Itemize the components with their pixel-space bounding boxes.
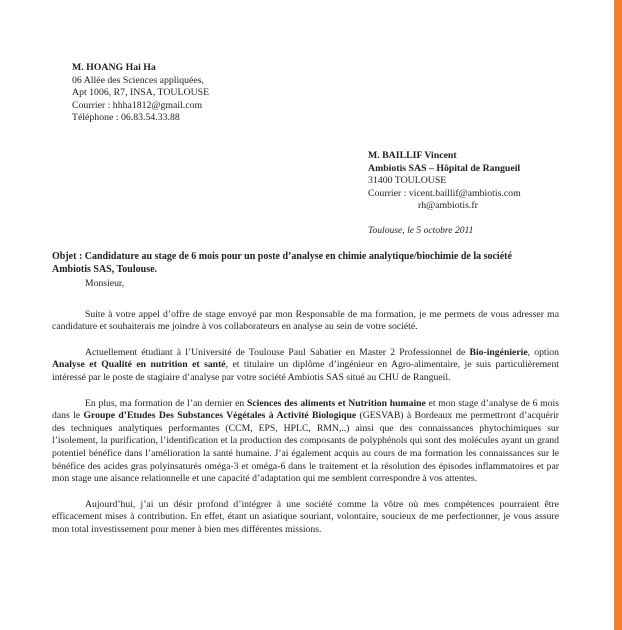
recipient-email-row-2 [368, 200, 521, 213]
paragraph-3-bold-groupe: Groupe d’Etudes Des Substances Végétales à Activité Biologique [83, 410, 357, 422]
recipient-email-label: Courrier : [368, 187, 407, 199]
recipient-block [368, 150, 521, 213]
paragraph-3 [52, 398, 559, 486]
paragraph-2-bold-bioingenierie: Bio-ingénierie [469, 346, 528, 358]
sender-address-line-1: 06 Allée des Sciences appliquées, [72, 74, 204, 86]
paragraph-1: Suite à votre appel d’offre de stage envoyé par mon Responsable de ma formation, je me permets de vous adresser ma candidature et souhaiterais me joindre à vos collaborateurs en analyse au sein de votre société. [52, 308, 559, 333]
sender-email: Courrier : hhha1812@gmail.com [72, 99, 203, 111]
recipient-email-row [368, 188, 521, 201]
salutation: Monsieur, [85, 278, 125, 289]
recipient-city: 31400 TOULOUSE [368, 175, 447, 187]
paragraph-2 [52, 347, 559, 385]
paragraph-3-part-e: (GESVAB) à Bordeaux me permettront d’acquérir des techniques analytiques performantes (CCM, EPS, HPLC, RMN,..) ainsi que des connaissances phytochimiques sur l’isolement, la purification, l’identification et la production des composants de polyphénols qui sont des molécules ayant un grand potentiel bénéfice dans l’amélioration la santé humaine. J’ai également acquis au cours de ma formation les connaissances sur le bénéfice des acides gras polyinsaturés oméga-3 et oméga-6 dans le traitement et la résolution des épisodes inflammatoires et par mon stage une aisance relationnelle et une capacité d’adaptation qui me semblent correspondre à vos attentes. [52, 410, 559, 485]
paragraph-2-part-a: Actuellement étudiant à l’Université de Toulouse Paul Sabatier en Master 2 Professionnel de [85, 346, 470, 358]
paragraph-4: Aujourd’hui, j’ai un désir profond d’intégrer à une société comme la vôtre où mes compétences pourraient être efficacement mises à contribution. En effet, étant un asiatique souriant, volontaire, soucieux de me perfectionner, je vous assure mon total investissement pour mener à bien mes différentes missions. [52, 498, 559, 535]
letter-date: Toulouse, le 5 octobre 2011 [368, 225, 474, 236]
recipient-email-2: rh@ambiotis.fr [418, 200, 478, 212]
paragraph-3-part-c: et mon stage d’analyse de 6 mois dans le [52, 397, 559, 422]
paragraph-2-bold-option: Analyse et Qualité en nutrition et santé [52, 359, 226, 371]
letter-subject: Objet : Candidature au stage de 6 mois pour un poste d’analyse en chimie analytique/biochimie de la société Ambiotis SAS, Toulouse. [52, 251, 512, 275]
recipient-name: M. BAILLIF Vincent [368, 150, 457, 161]
paragraph-3-bold-sciences: Sciences des aliments et Nutrition humaine [246, 397, 426, 409]
sender-name: M. HOANG Hai Ha [72, 62, 156, 73]
paragraph-2-part-e: , et titulaire un diplôme d’ingénieur en Agro-alimentaire, je suis particulièrement intéressé par le poste de stagiaire d’analyse par votre société Ambiotis SAS situé au CHU de Rangueil. [52, 359, 559, 383]
paragraph-2-part-c: , option [527, 346, 559, 358]
sender-phone: Téléphone : 06.83.54.33.88 [72, 112, 180, 124]
sender-address-line-2: Apt 1006, R7, INSA, TOULOUSE [72, 87, 210, 99]
recipient-email-1: vicent.baillif@ambiotis.com [408, 187, 521, 199]
page-orange-border [614, 0, 622, 630]
sender-block [72, 62, 209, 125]
recipient-company: Ambiotis SAS – Hôpital de Rangueil [368, 162, 521, 174]
letter-body [52, 278, 559, 550]
paragraph-3-part-a: En plus, ma formation de l’an dernier en [85, 397, 247, 409]
